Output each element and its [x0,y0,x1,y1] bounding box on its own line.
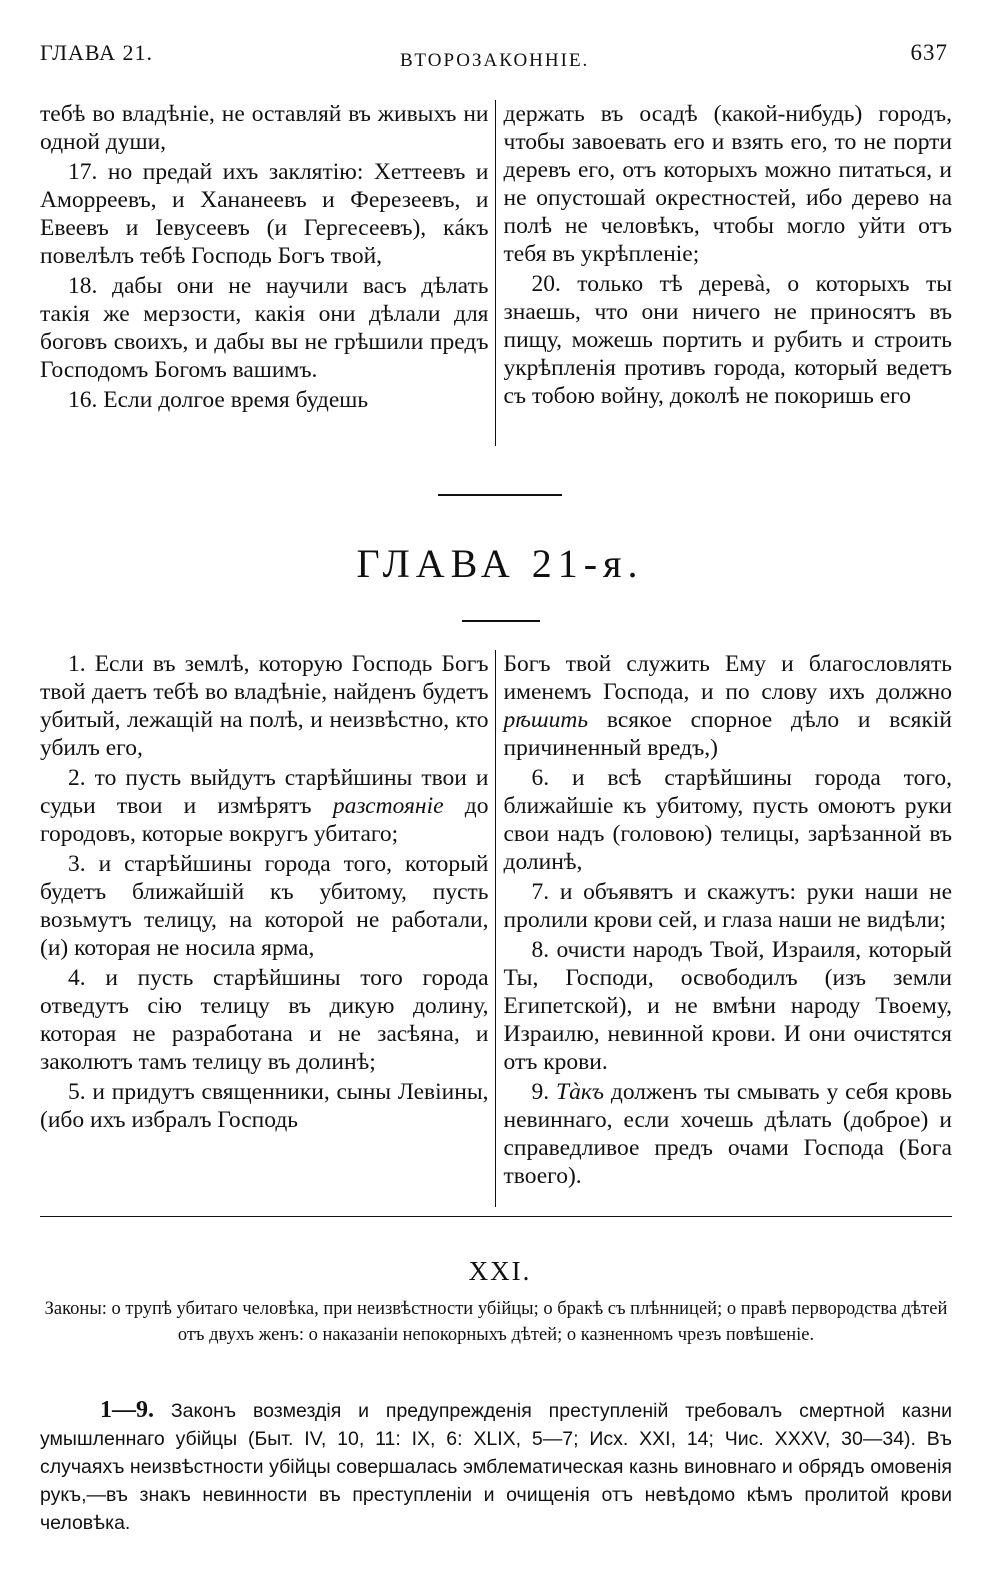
verse-17: 17. но предай ихъ заклятію: Хеттеевъ и Аморреевъ, и Хананеевъ и Ферезеевъ, и Евеевъ и Іевусеевъ (и Гергесеевъ), кáкъ повелѣлъ тебѣ Господь Богъ твой, [40,159,489,269]
chapter-rule-top [438,494,562,496]
verse-20: 20. только тѣ деревà, о которыхъ ты знаешь, что они ничего не приносятъ въ пищу, можешь портить и рубить и строить укрѣпленія противъ города, который ведетъ съ тобою войну, доколѣ не покоришь его [503,271,952,409]
italic-word: Тàкъ [556,1079,605,1105]
italic-word: рѣшить [503,707,589,733]
verse-9: 9. Тàкъ долженъ ты смывать у себя кровь невиннаго, если хочешь дѣлать (доброе) и справедливое предъ очами Господа (Бога твоего). [503,1079,953,1189]
verse-3: 3. и старѣйшины города того, который будетъ ближайшій къ убитому, пусть возьмутъ телицу, на которой не работали, (и) которая не носила ярма, [40,851,489,961]
running-header [40,36,948,72]
running-head-chapter: ГЛАВА 21. [40,40,154,65]
chapter-rule-bottom [462,620,540,622]
verse-8: 8. очисти народъ Твой, Израиля, который Ты, Господи, освободилъ (изъ земли Египетской), и не вмѣни народу Твоему, Израилю, невинной крови. И они очистятся отъ крови. [503,937,952,1075]
running-head-book-title: ВТОРОЗАКОННІЕ. [400,50,590,71]
right-column [496,650,953,1210]
verse-18: 18. дабы они не научили васъ дѣлать такія же мерзости, какія они дѣлали для боговъ своихъ, и дабы вы не грѣшили предъ Господомъ Богомъ вашимъ. [40,273,489,383]
italic-word: разстояніе [332,793,444,819]
left-column [40,650,495,1210]
verse-16-start: 16. Если долгое время будешь [68,387,369,413]
continued-text-columns [40,100,952,452]
chapter-title: ГЛАВА 21-я. [356,541,644,586]
verse-6: 6. и всѣ старѣйшины города того, ближайшіе къ убитому, пусть омоютъ руки свои надъ (головою) телицы, зарѣзанной въ долинѣ, [503,765,952,875]
commentary-text: Законъ возмездія и предупрежденія преступленій требовалъ смертной казни умышленнаго убійцы (Быт. IV, 10, 11: IX, 6: XLIX, 5—7; Исх. XXI, 14; Чис. XXXV, 30—34). Въ случаяхъ неизвѣстности убійцы совершалась эмблематическая казнь виновнаго и обрядъ омовенія рукъ,—въ знакъ невинности въ преступленіи и очищенія отъ невѣдомо кѣмъ пролитой крови человѣка. [40,1400,952,1534]
chapter-text-columns [40,650,952,1210]
left-column [40,100,495,452]
commentary-section-number: XXI. [468,1256,532,1286]
verse-continuation: тебѣ во владѣніе, не оставляй въ живыхъ ни одной души, [40,101,489,155]
verse-4: 4. и пусть старѣйшины того города отведутъ сію телицу въ дикую долину, которая не разработана и не засѣяна, и заколютъ тамъ телицу въ долинѣ; [40,965,489,1075]
text-bottom-rule [40,1216,952,1217]
verse-19-continuation: держать въ осадѣ (какой-нибудь) городъ, чтобы завоевать его и взять его, то не порти деревъ его, отъ которыхъ можно питаться, и не опустошай окрестностей, ибо дерево на полѣ не человѣкъ, чтобы могло уйти отъ тебя въ укрѣпленіе; [503,101,952,267]
verse-5-continuation: Богъ твой служить Ему и благословлять именемъ Господа, и по слову ихъ должно рѣшить всякое спорное дѣло и всякій причиненный вредъ,) [503,651,952,761]
verse-5: 5. и придутъ священники, сыны Левіины, (ибо ихъ избралъ Господь [40,1079,489,1133]
verse-2: 2. то пусть выйдутъ старѣйшины твои и судьи твои и измѣрятъ разстояніе до городовъ, которые вокругъ убитаго; [40,765,489,847]
right-column [496,100,953,452]
commentary-summary: Законы: о трупѣ убитаго человѣка, при неизвѣстности убійцы; о бракѣ съ плѣнницей; о правѣ первородства дѣтей отъ двухъ женъ: о наказаніи непокорныхъ дѣтей; о казненномъ чрезъ повѣшеніе. [44,1299,948,1345]
verse-reference: 1—9. [100,1397,154,1423]
commentary-body [40,1396,952,1537]
verse-1: 1. Если въ землѣ, которую Господь Богъ твой даетъ тебѣ во владѣніе, найденъ будетъ убитый, лежащій на полѣ, и неизвѣстно, кто убилъ его, [40,651,489,761]
verse-7: 7. и объявятъ и скажутъ: руки наши не пролили крови сей, и глаза наши не видѣли; [503,879,952,933]
page-number: 637 [910,40,948,65]
